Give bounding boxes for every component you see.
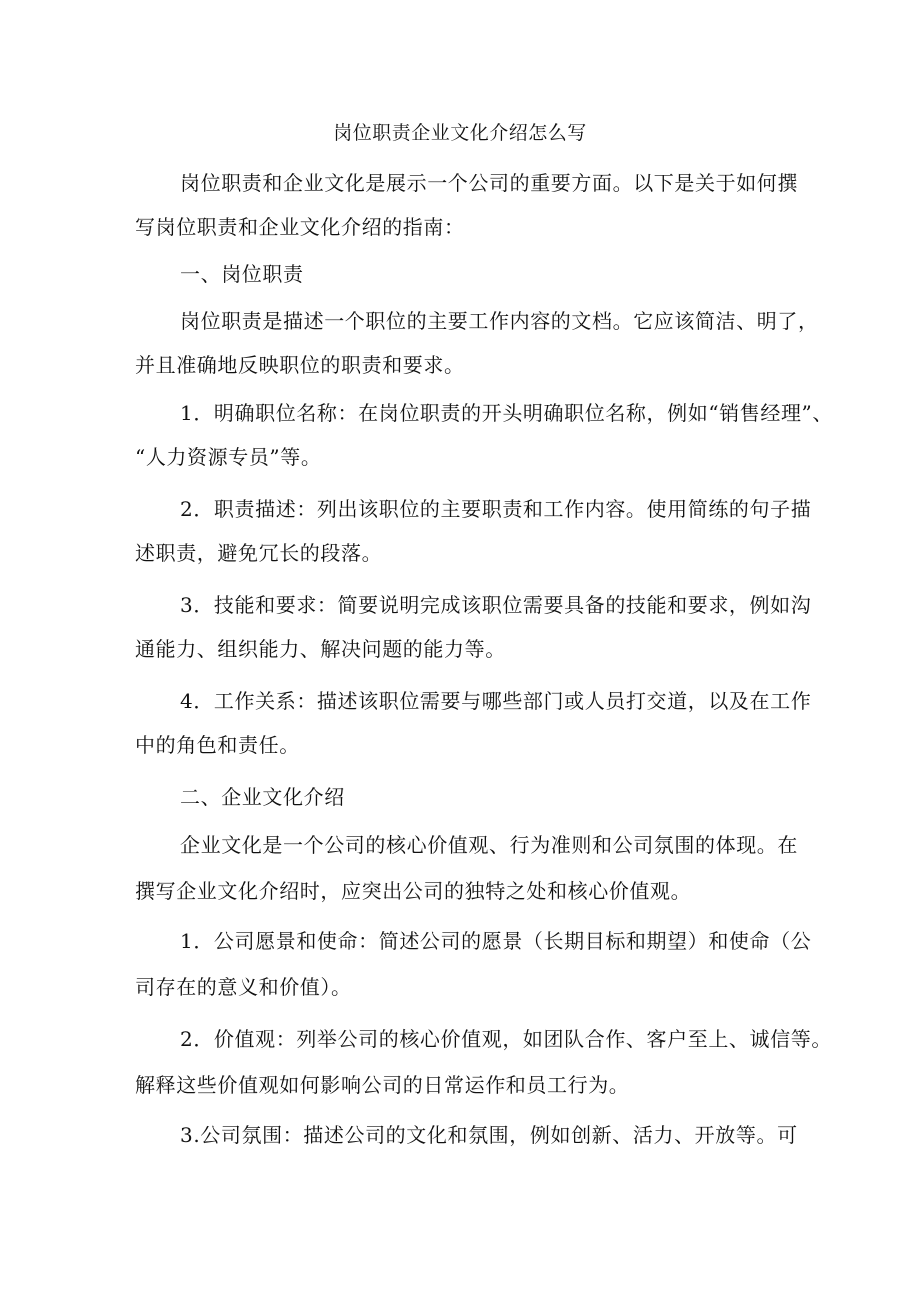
page-title: 岗位职责企业文化介绍怎么写 bbox=[333, 122, 587, 144]
section1-item-4-line-1: 4．工作关系：描述该职位需要与哪些部门或人员打交道，以及在工作 bbox=[180, 689, 812, 713]
section2-heading: 二、企业文化介绍 bbox=[180, 785, 345, 809]
section1-item-1-line-2: “人力资源专员”等。 bbox=[135, 445, 322, 469]
section1-item-2-line-1: 2．职责描述：列出该职位的主要职责和工作内容。使用简练的句子描 bbox=[180, 497, 812, 521]
section1-para-line-1: 岗位职责是描述一个职位的主要工作内容的文档。它应该简洁、明了， bbox=[180, 309, 819, 333]
section1-para-line-2: 并且准确地反映职位的职责和要求。 bbox=[135, 353, 465, 377]
section1-heading: 一、岗位职责 bbox=[180, 262, 304, 286]
section1-item-4-line-2: 中的角色和责任。 bbox=[135, 733, 300, 757]
section2-item-2-line-1: 2．价值观：列举公司的核心价值观，如团队合作、客户至上、诚信等。 bbox=[180, 1027, 832, 1051]
section2-item-3-line-1: 3.公司氛围：描述公司的文化和氛围，例如创新、活力、开放等。可 bbox=[180, 1123, 798, 1147]
section2-item-2-line-2: 解释这些价值观如何影响公司的日常运作和员工行为。 bbox=[135, 1073, 630, 1097]
intro-line-1: 岗位职责和企业文化是展示一个公司的重要方面。以下是关于如何撰 bbox=[180, 171, 798, 195]
section1-item-2-line-2: 述职责，避免冗长的段落。 bbox=[135, 541, 383, 565]
section2-item-1-line-2: 司存在的意义和价值）。 bbox=[135, 975, 352, 999]
section1-item-1-line-1: 1．明确职位名称：在岗位职责的开头明确职位名称，例如“销售经理”、 bbox=[180, 401, 833, 425]
section2-para-line-1: 企业文化是一个公司的核心价值观、行为准则和公司氛围的体现。在 bbox=[180, 833, 798, 857]
intro-line-2: 写岗位职责和企业文化介绍的指南： bbox=[135, 215, 465, 239]
section2-item-1-line-1: 1．公司愿景和使命：简述公司的愿景（长期目标和期望）和使命（公 bbox=[180, 929, 812, 953]
section1-item-3-line-2: 通能力、组织能力、解决问题的能力等。 bbox=[135, 637, 506, 661]
section1-item-3-line-1: 3．技能和要求：简要说明完成该职位需要具备的技能和要求，例如沟 bbox=[180, 593, 812, 617]
section2-para-line-2: 撰写企业文化介绍时，应突出公司的独特之处和核心价值观。 bbox=[135, 879, 692, 903]
